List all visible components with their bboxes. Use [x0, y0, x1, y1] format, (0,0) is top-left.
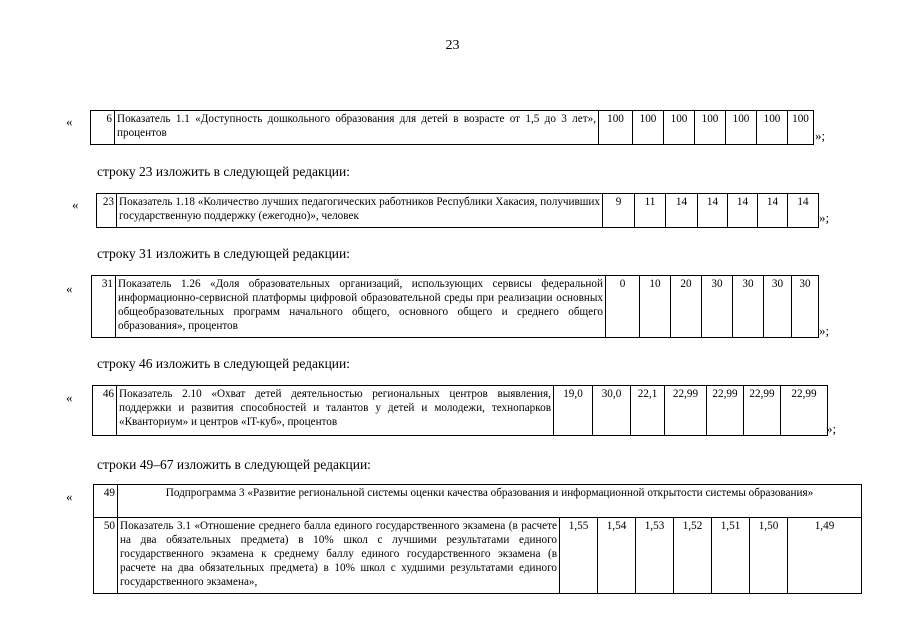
- value-cell: 9: [603, 194, 635, 228]
- value-cell: 22,99: [781, 386, 828, 436]
- table-row-46: [92, 385, 828, 436]
- closing-quote: »;: [819, 323, 830, 338]
- value-cell: 22,99: [665, 386, 707, 436]
- value-cell: 100: [664, 111, 695, 145]
- value-cell: 19,0: [554, 386, 593, 436]
- value-cell: 100: [788, 111, 814, 145]
- value-cell: 22,1: [631, 386, 665, 436]
- value-cell: 30,0: [593, 386, 631, 436]
- value-cell: 100: [633, 111, 664, 145]
- value-cell: 100: [599, 111, 633, 145]
- value-cell: 22,99: [707, 386, 744, 436]
- indicator-text: Показатель 1.1 «Доступность дошкольного образования для детей в возрасте от 1,5 до 3 лет», процентов: [115, 111, 599, 145]
- value-cell: 1,50: [750, 518, 788, 594]
- value-cell: 1,54: [598, 518, 636, 594]
- indicator-text: Показатель 2.10 «Охват детей деятельностью региональных центров выявления, поддержки и развития способностей и талантов у детей и молодежи, технопарков «Кванториум» и центров «IT-куб», процентов: [117, 386, 554, 436]
- value-cell: 14: [788, 194, 819, 228]
- instruction-text: строки 49–67 изложить в следующей редакции:: [97, 457, 371, 472]
- value-cell: 100: [695, 111, 726, 145]
- value-cell: 1,49: [788, 518, 862, 594]
- value-cell: 1,51: [712, 518, 750, 594]
- value-cell: 11: [635, 194, 666, 228]
- value-cell: 0: [606, 276, 640, 338]
- opening-quote: «: [66, 114, 73, 129]
- row-number: 31: [92, 276, 116, 338]
- value-cell: 30: [702, 276, 733, 338]
- value-cell: 30: [733, 276, 764, 338]
- subprogram-header: Подпрограмма 3 «Развитие региональной системы оценки качества образования и информационной открытости системы образования»: [118, 485, 862, 518]
- value-cell: 22,99: [744, 386, 781, 436]
- closing-quote: »;: [826, 421, 837, 436]
- value-cell: 14: [698, 194, 728, 228]
- value-cell: 1,55: [560, 518, 598, 594]
- row-number: 50: [94, 518, 118, 594]
- row-number: 46: [93, 386, 117, 436]
- value-cell: 30: [764, 276, 792, 338]
- table-rows-49-50: [93, 484, 862, 594]
- table-row-6: [90, 110, 814, 145]
- opening-quote: «: [66, 390, 73, 405]
- opening-quote: «: [72, 197, 79, 212]
- closing-quote: »;: [819, 210, 830, 225]
- table-row-23: [96, 193, 819, 228]
- value-cell: 100: [726, 111, 757, 145]
- value-cell: 1,52: [674, 518, 712, 594]
- instruction-text: строку 23 изложить в следующей редакции:: [97, 164, 351, 179]
- value-cell: 20: [671, 276, 702, 338]
- value-cell: 14: [758, 194, 788, 228]
- page-number: 23: [445, 38, 460, 53]
- opening-quote: «: [66, 281, 73, 296]
- row-number: 23: [97, 194, 117, 228]
- instruction-text: строку 46 изложить в следующей редакции:: [97, 356, 351, 371]
- indicator-text: Показатель 1.26 «Доля образовательных организаций, использующих сервисы федеральной информационно-сервисной платформы цифровой образовательной среды при реализации основных общеобразовательных программ начального общего, основного общего и среднего общего образования», процентов: [116, 276, 606, 338]
- indicator-text: Показатель 3.1 «Отношение среднего балла единого государственного экзамена (в расчете на два обязательных предмета) в 10% школ с лучшими результатами единого государственного экзамена к среднему баллу единого государственного экзамена (в расчете на два обязательных предмета) в 10% школ с худшими результатами единого государственного экзамена»,: [118, 518, 560, 594]
- value-cell: 30: [792, 276, 819, 338]
- opening-quote: «: [66, 489, 73, 504]
- value-cell: 14: [728, 194, 758, 228]
- value-cell: 14: [666, 194, 698, 228]
- instruction-text: строку 31 изложить в следующей редакции:: [97, 246, 351, 261]
- value-cell: 1,53: [636, 518, 674, 594]
- indicator-text: Показатель 1.18 «Количество лучших педагогических работников Республики Хакасия, получивших государственную поддержку (ежегодно)», человек: [117, 194, 603, 228]
- value-cell: 10: [640, 276, 671, 338]
- value-cell: 100: [757, 111, 788, 145]
- row-number: 49: [94, 485, 118, 518]
- closing-quote: »;: [815, 128, 826, 143]
- table-row-31: [91, 275, 819, 338]
- row-number: 6: [91, 111, 115, 145]
